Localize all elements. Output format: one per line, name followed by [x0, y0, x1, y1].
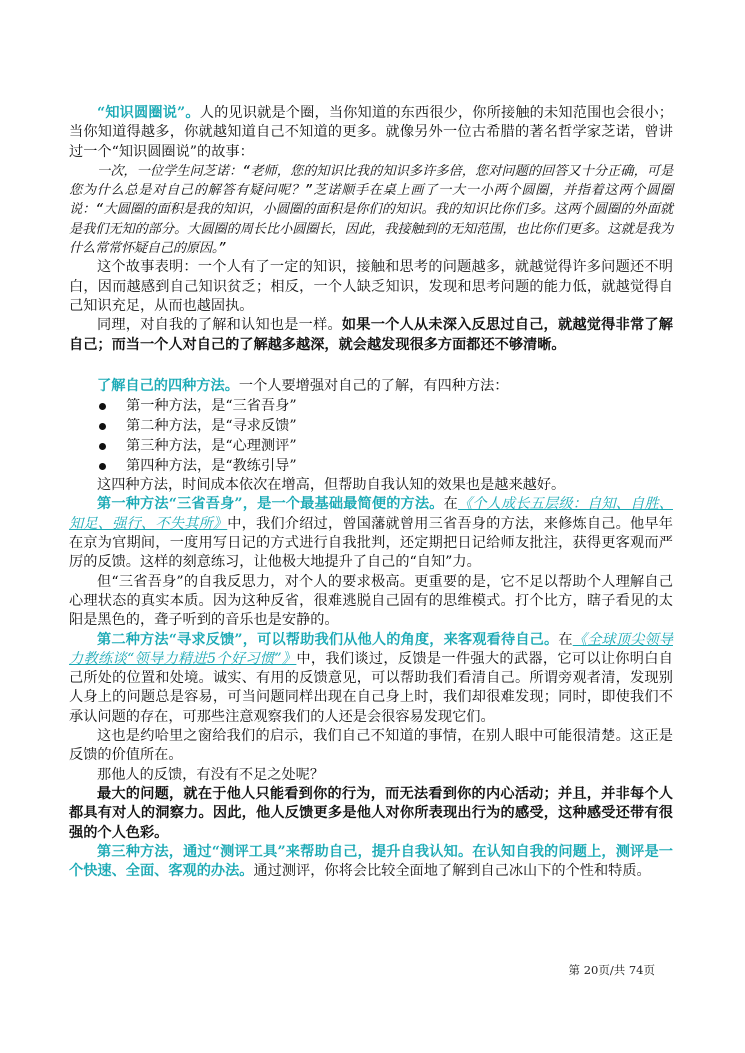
bullet-icon: [99, 443, 106, 450]
paragraph-text: 在: [558, 631, 573, 648]
list-item-text: 第四种方法，是“教练引导”: [126, 458, 297, 475]
method-three-heading: 第三种方法，通过“测评工具”来帮助自己，提升自我认知。在认知自我的问题上，测评是一个快速、全面、客观的办法。: [69, 843, 673, 880]
paragraph-bold-text: 如果一个人从未深入反思过自己，就越觉得非常了解自己；而当一个人对自己的了解越多越深，就会越发现很多方面都还不够清晰。: [69, 317, 673, 353]
paragraph-johari-window: 这也是约哈里之窗给我们的启示，我们自己不知道的事情，在别人眼中可能很清楚。这正是反馈的价值所在。: [69, 728, 673, 764]
paragraph-method-one: [69, 495, 673, 572]
paragraph-text: 中，我们介绍过，曾国藩就曾用三省吾身的方法，来修炼自己。他早年在京为官期间，一度用写日记的方式进行自我批判，还定期把日记给师友批注，获得更客观而严厉的反馈。这样的刻意练习，让他极大地提升了自己的“自知”力。: [69, 515, 673, 571]
method-one-heading: 第一种方法“三省吾身”，是一个最基础最简便的方法。: [97, 496, 444, 513]
list-item: [69, 416, 673, 436]
method-two-heading: 第二种方法“寻求反馈”，可以帮助我们从他人的角度，来客观看待自己。: [97, 631, 559, 648]
article-link-leadership-habits[interactable]: 《全球顶尖领导力教练谈“领导力精进5个好习惯”》: [69, 631, 673, 667]
bullet-icon: [99, 463, 106, 470]
paragraph-method-two: [69, 631, 673, 727]
paragraph-feedback-limits: 最大的问题，就在于他人只能看到你的行为，而无法看到你的内心活动；并且，并非每个人都具有对人的洞察力。因此，他人反馈更多是他人对你所表现出行为的感受，这种感受还带有很强的个人色彩。: [69, 785, 673, 841]
paragraph-method-three: [69, 843, 673, 882]
paragraph-text: 中，我们谈过，反馈是一件强大的武器，它可以让你明白自己所处的位置和处境。诚实、有用的反馈意见，可以帮助我们看清自己。所谓旁观者清，发现别人身上的问题总是容易，可当问题同样出现在自己身上时，我们却很难发现；同时，即使我们不承认问题的存在，可那些注意观察我们的人还是会很容易发现它们。: [69, 650, 673, 725]
list-item-text: 第二种方法，是“寻求反馈”: [126, 418, 297, 435]
list-item: [69, 396, 673, 416]
paragraph-text: 一个人要增强对自己的了解，有四种方法：: [238, 377, 509, 394]
page-number: 第 20页/共 74页: [568, 963, 655, 977]
term-knowledge-circle: “知识圆圈说”。: [97, 105, 200, 121]
list-item-text: 第三种方法，是“心理测评”: [126, 438, 297, 455]
paragraph-text: 通过测评，你将会比较全面地了解到自己冰山下的个性和特质。: [253, 863, 651, 880]
methods-list: [69, 396, 673, 476]
bullet-icon: [99, 423, 106, 430]
paragraph-feedback-question: 那他人的反馈，有没有不足之处呢？: [97, 766, 325, 783]
section-gap: [69, 355, 673, 377]
paragraph-knowledge-circle: [69, 104, 673, 162]
paragraph-method-one-limits: 但“三省吾身”的自我反思力，对个人的要求极高。更重要的是，它不足以帮助个人理解自己心理状态的真实本质。因为这种反省，很难逃脱自己固有的思维模式。打个比方，瞎子看见的太阳是黑色的，聋子听到的音乐也是安静的。: [69, 573, 673, 629]
bullet-icon: [99, 403, 106, 410]
list-item: [69, 436, 673, 456]
paragraph-four-methods: [69, 377, 673, 396]
paragraph-text: 人的见识就是个圈，当你知道的东西很少，你所接触的未知范围也会很小；当你知道得越多，你就越知道自己不知道的更多。就像另外一位古希腊的著名哲学家芝诺，曾讲过一个“知识圆圈说”的故事：: [69, 105, 673, 160]
paragraph-text: 在: [443, 496, 458, 513]
list-item: [69, 456, 673, 476]
zeno-story: 一次，一位学生问芝诺：“老师，您的知识比我的知识多许多倍，您对问题的回答又十分正确，可是您为什么总是对自己的解答有疑问呢？”芝诺顺手在桌上画了一大一小两个圆圈，并指着这两个圆圈说：“大圆圈的面积是我的知识，小圆圈的面积是你们的知识。我的知识比你们多。这两个圆圈的外面就是我们无知的部分。大圆圈的周长比小圆圈长，因此，我接触到的无知范围，也比你们更多。这就是我为什么常常怀疑自己的原因。”: [69, 163, 673, 257]
list-item-text: 第一种方法，是“三省吾身”: [126, 398, 297, 415]
document-body: [69, 104, 673, 881]
paragraph-methods-summary: 这四种方法，时间成本依次在增高，但帮助自我认知的效果也是越来越好。: [97, 477, 566, 494]
paragraph-story-meaning: 这个故事表明：一个人有了一定的知识，接触和思考的问题越多，就越觉得许多问题还不明白，因而越感到自己知识贫乏；相反，一个人缺乏知识，发现和思考问题的能力低，就越觉得自己知识充足，从而也越固执。: [69, 259, 673, 314]
paragraph-text: 同理，对自我的了解和认知也是一样。: [97, 317, 342, 334]
article-link-growth-levels[interactable]: 《个人成长五层级：自知、自胜、知足、强行、不失其所》: [69, 496, 673, 532]
paragraph-self-knowledge: [69, 316, 673, 355]
section-heading-four-methods: 了解自己的四种方法。: [97, 377, 239, 394]
